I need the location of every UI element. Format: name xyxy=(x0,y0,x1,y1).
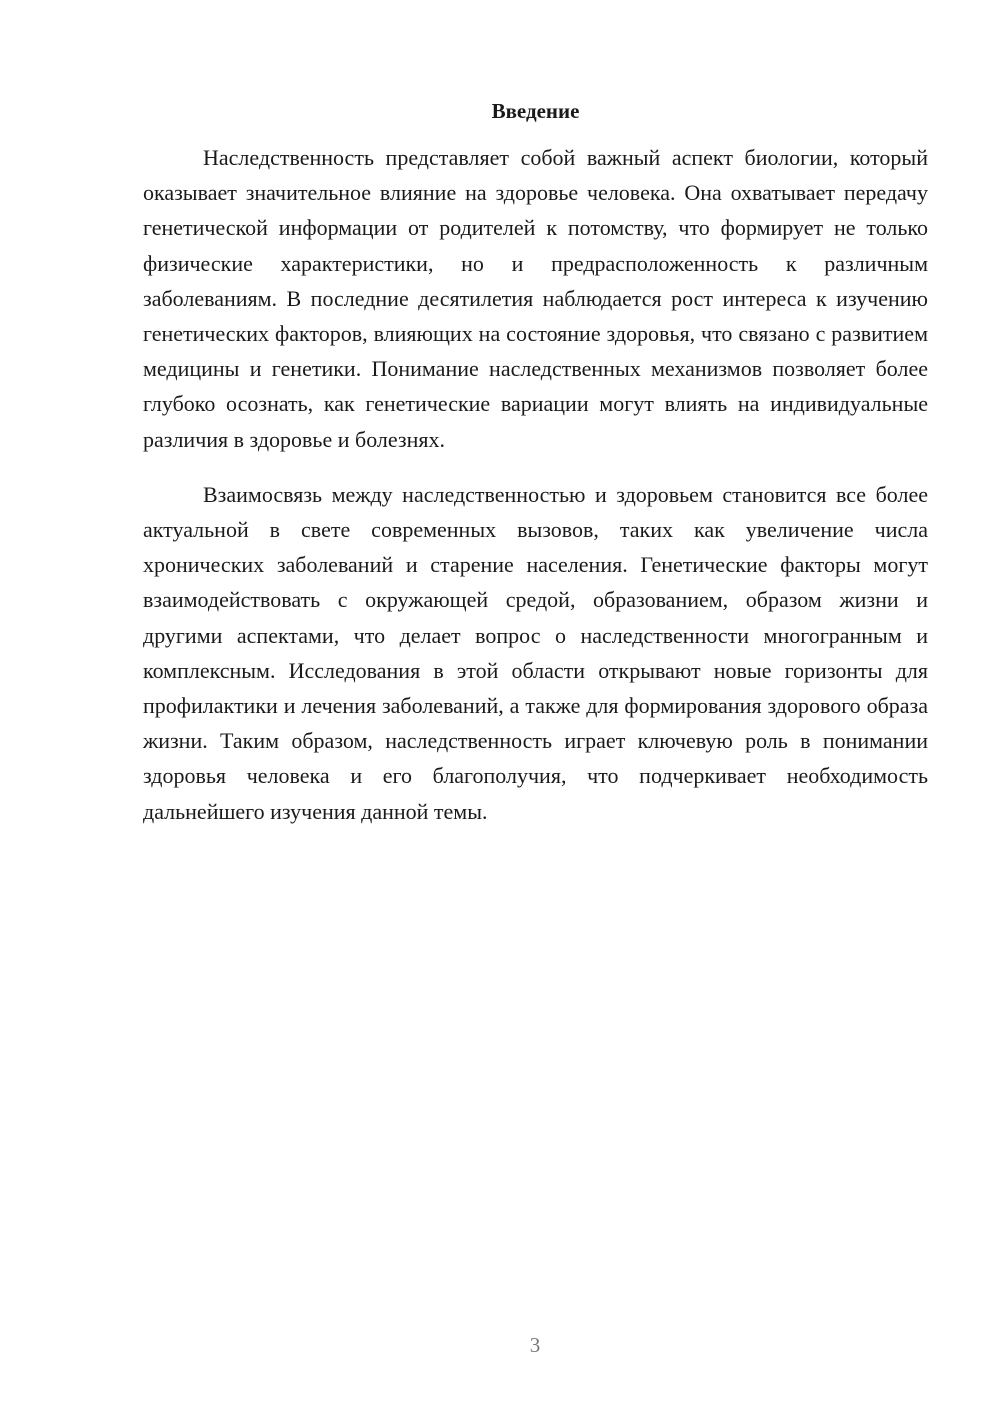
page-title: Введение xyxy=(491,99,580,123)
body-text xyxy=(143,140,928,829)
paragraph-2: Взаимосвязь между наследственностью и здоровьем становится все более актуальной в свете современных вызовов, таких как увеличение числа хронических заболеваний и старение населения. Генетические факторы могут взаимодействовать с окружающей средой, образованием, образом жизни и другими аспектами, что делает вопрос о наследственности многогранным и комплексным. Исследования в этой области открывают новые горизонты для профилактики и лечения заболеваний, а также для формирования здорового образа жизни. Таким образом, наследственность играет ключевую роль в понимании здоровья человека и его благополучия, что подчеркивает необходимость дальнейшего изучения данной темы. xyxy=(143,481,928,824)
paragraph-1: Наследственность представляет собой важный аспект биологии, который оказывает значительное влияние на здоровье человека. Она охватывает передачу генетической информации от родителей к потомству, что формирует не только физические характеристики, но и предрасположенность к различным заболеваниям. В последние десятилетия наблюдается рост интереса к изучению генетических факторов, влияющих на состояние здоровья, что связано с развитием медицины и генетики. Понимание наследственных механизмов позволяет более глубоко осознать, как генетические вариации могут влиять на индивидуальные различия в здоровье и болезнях. xyxy=(143,145,928,452)
page-number: 3 xyxy=(529,1333,541,1357)
